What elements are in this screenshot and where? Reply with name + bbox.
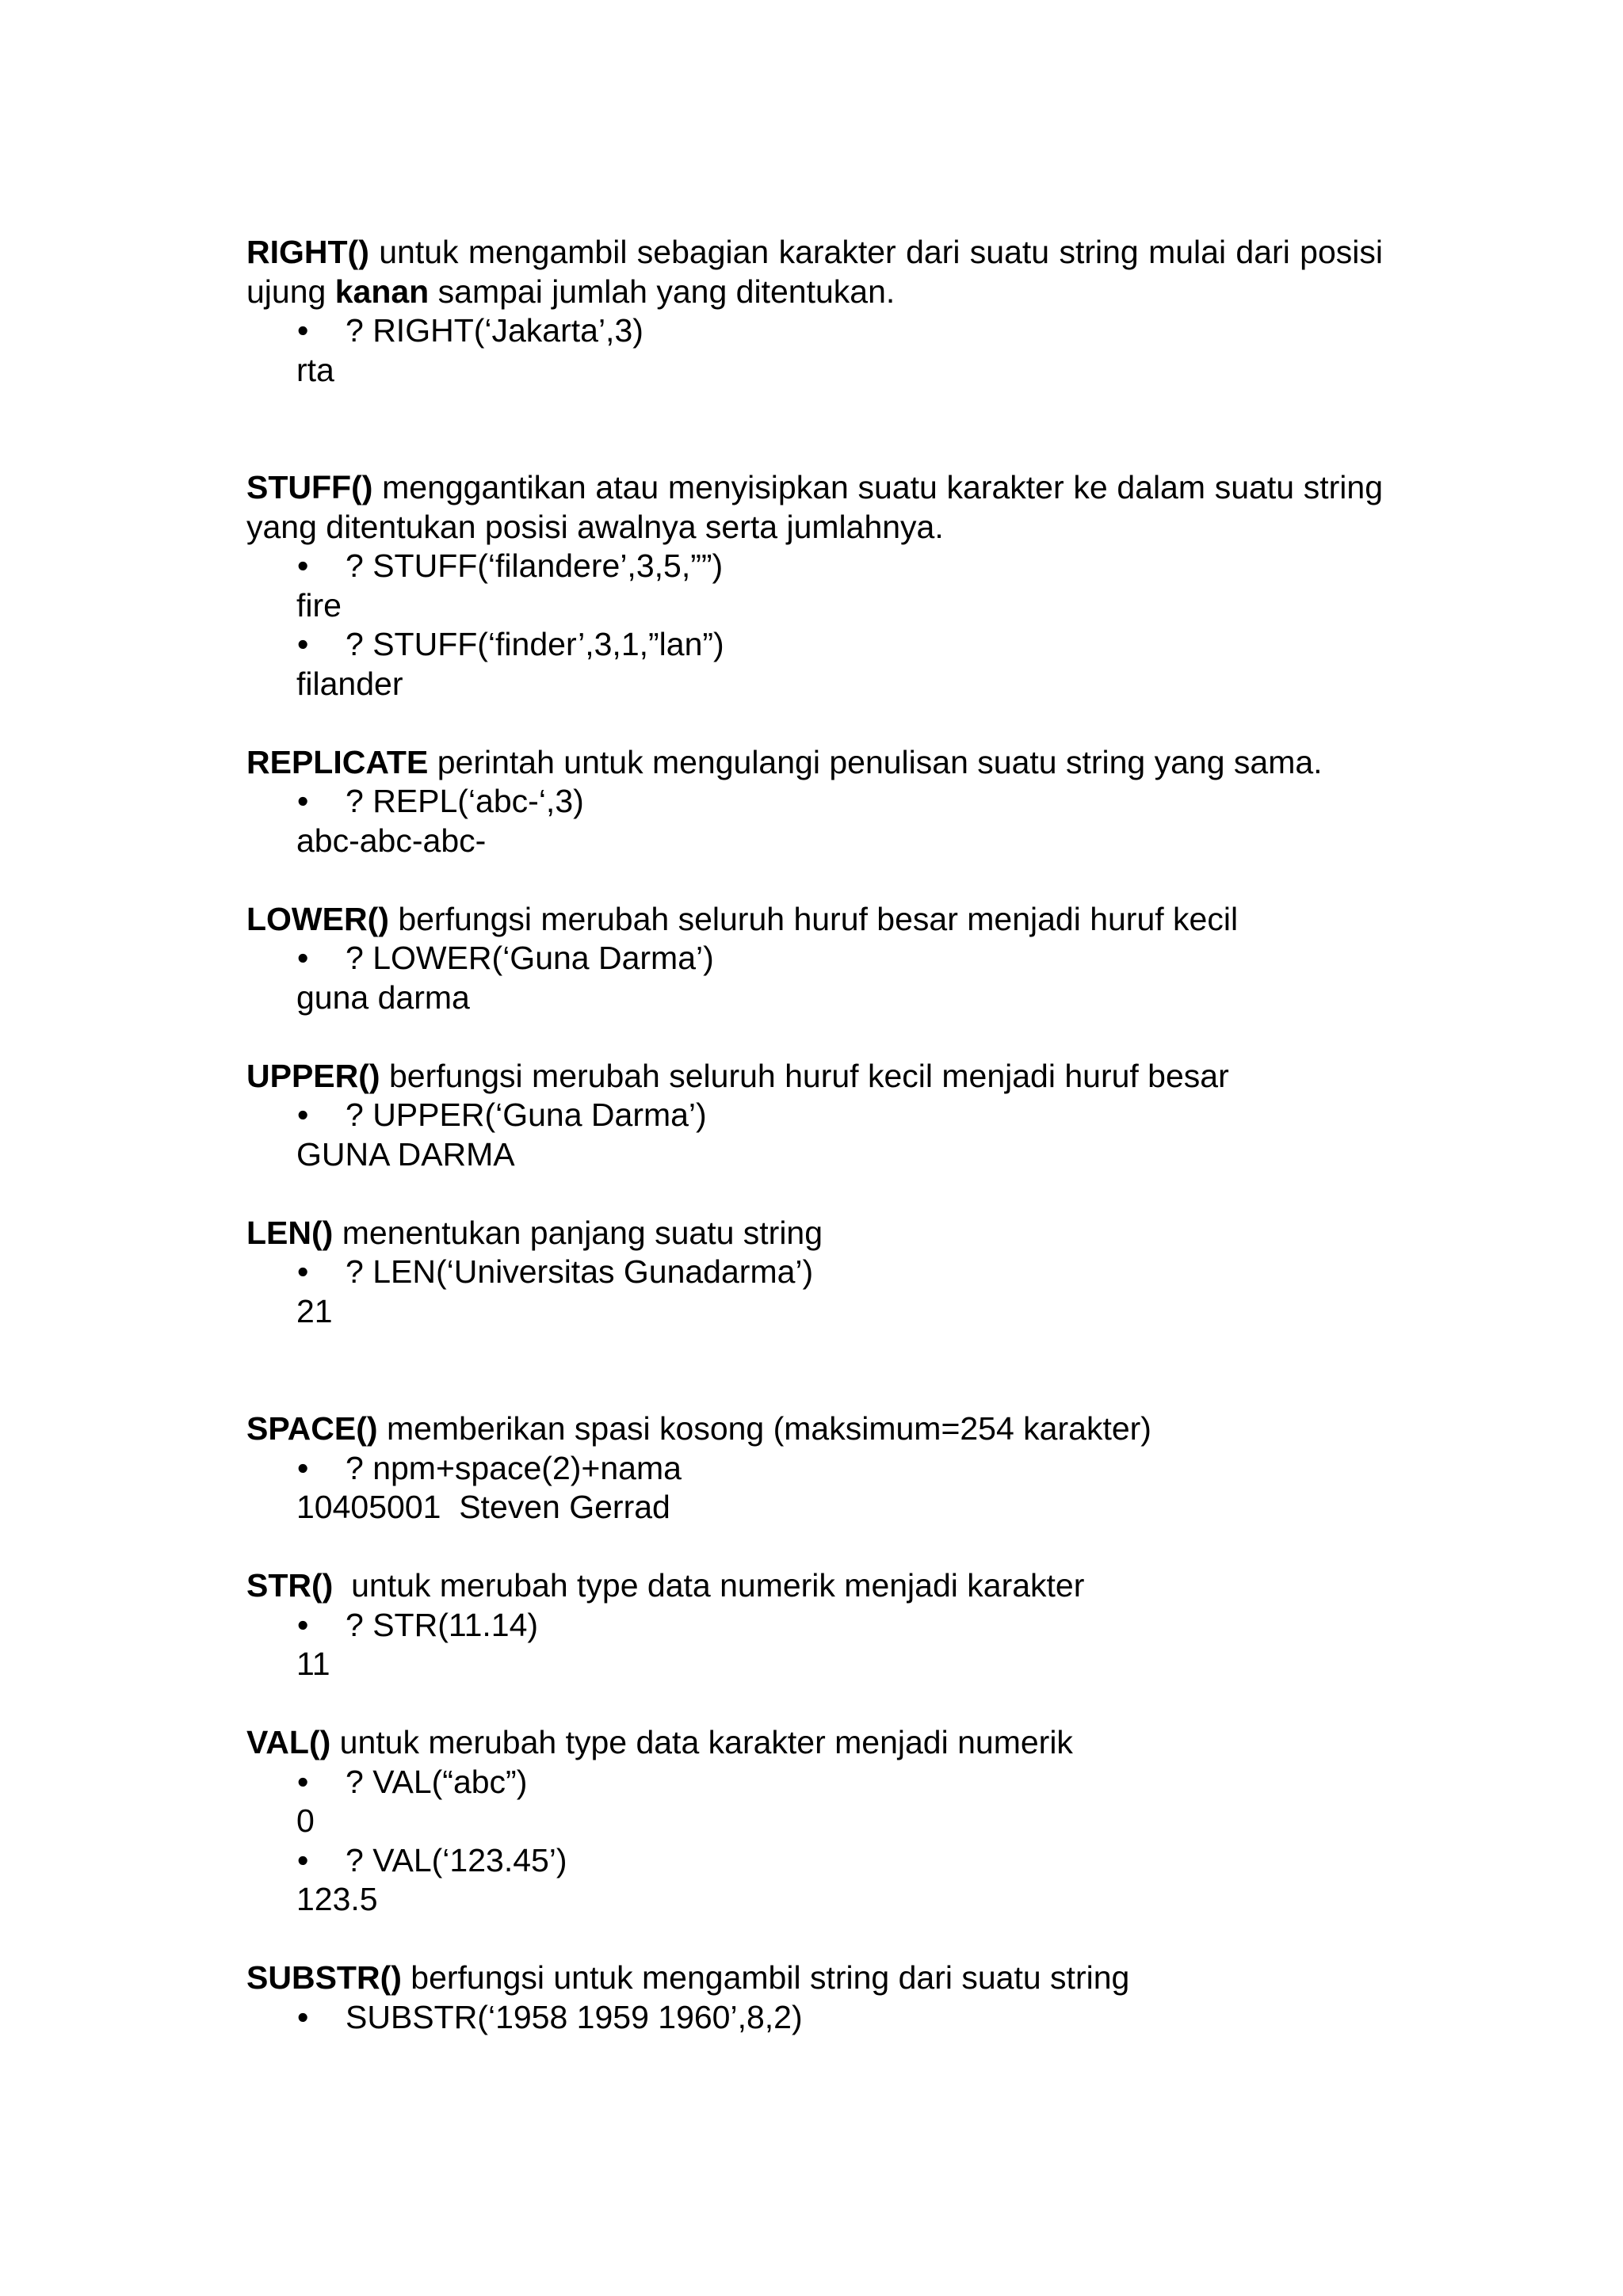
function-term: STUFF() [246,469,373,505]
example-item [246,1449,1383,1489]
section-val [246,1723,1383,1920]
example-item [246,1606,1383,1646]
section-description [246,1214,1383,1253]
section-description [246,743,1383,783]
section-upper [246,1057,1383,1175]
example-item [246,625,1383,665]
section-description [246,1566,1383,1606]
function-term: SPACE() [246,1410,378,1447]
example-result: 21 [296,1292,333,1329]
example-code: ? VAL(“abc”) [346,1763,528,1800]
description-text: menentukan panjang suatu string [342,1214,823,1251]
example-result: 0 [296,1802,315,1839]
spacer [246,1527,1383,1567]
section-stuff [246,468,1383,704]
section-description [246,1057,1383,1097]
section-str [246,1566,1383,1684]
example-code: ? npm+space(2)+nama [346,1449,682,1486]
example-item [246,547,1383,586]
spacer [246,1684,1383,1724]
example-code: ? LOWER(‘Guna Darma’) [346,940,714,976]
description-text: sampai jumlah yang ditentukan. [437,273,896,310]
example-code: ? RIGHT(‘Jakarta’,3) [346,312,643,349]
example-item [246,1841,1383,1881]
spacer [246,1920,1383,1959]
function-term: VAL() [246,1724,331,1760]
function-term: RIGHT() [246,234,369,270]
spacer [246,704,1383,743]
spacer [246,1017,1383,1057]
spacer [246,860,1383,900]
example-code: SUBSTR(‘1958 1959 1960’,8,2) [346,1998,803,2035]
spacer [246,390,1383,468]
function-term: LEN() [246,1214,334,1251]
example-result: abc-abc-abc- [296,822,487,859]
function-term: LOWER() [246,900,389,937]
description-text: berfungsi merubah seluruh huruf kecil menjadi huruf besar [388,1057,1229,1094]
section-description [246,1958,1383,1998]
example-item [246,1253,1383,1292]
section-substr [246,1958,1383,2037]
example-item [246,1763,1383,1802]
section-description [246,1723,1383,1763]
description-text: menggantikan atau menyisipkan suatu karakter ke dalam suatu string yang ditentukan posisi awalnya serta jumlahnya. [246,469,1383,545]
example-result: 123.5 [296,1881,378,1917]
description-text: perintah untuk mengulangi penulisan suatu string yang sama. [437,743,1323,780]
spacer [246,1331,1383,1409]
example-code: ? STUFF(‘finder’,3,1,”lan”) [346,626,724,662]
function-term: REPLICATE [246,743,429,780]
description-text: berfungsi merubah seluruh huruf besar menjadi huruf kecil [398,900,1239,937]
function-term: STR() [246,1567,334,1604]
description-text: berfungsi untuk mengambil string dari suatu string [411,1959,1130,1996]
example-code: ? VAL(‘123.45’) [346,1841,567,1878]
section-space [246,1409,1383,1527]
section-description [246,1409,1383,1449]
example-result: rta [296,351,334,388]
function-term: SUBSTR() [246,1959,402,1996]
function-term: UPPER() [246,1057,380,1094]
example-result: fire [296,586,342,624]
example-result: 11 [296,1646,330,1682]
section-lower [246,900,1383,1018]
description-text: memberikan spasi kosong (maksimum=254 karakter) [386,1410,1151,1447]
spacer [246,1174,1383,1214]
section-description [246,468,1383,547]
example-result: 10405001 Steven Gerrad [296,1489,670,1525]
section-replicate [246,743,1383,861]
example-code: ? LEN(‘Universitas Gunadarma’) [346,1253,814,1290]
example-code: ? STUFF(‘filandere’,3,5,””) [346,547,724,584]
description-text: untuk mengambil sebagian karakter dari suatu string mulai dari posisi ujung [246,234,1383,310]
section-description [246,233,1383,311]
description-text: untuk merubah type data numerik menjadi karakter [342,1567,1085,1604]
section-description [246,900,1383,940]
example-item [246,311,1383,351]
example-code: ? STR(11.14) [346,1606,539,1643]
emphasis-text: kanan [334,273,430,310]
example-item [246,1998,1383,2038]
example-code: ? UPPER(‘Guna Darma’) [346,1097,707,1133]
example-item [246,782,1383,822]
example-result: GUNA DARMA [296,1135,515,1173]
description-text: untuk merubah type data karakter menjadi numerik [339,1724,1073,1760]
document-content [246,233,1383,2037]
example-code: ? REPL(‘abc-‘,3) [346,783,584,819]
example-item [246,1096,1383,1135]
section-len [246,1214,1383,1332]
example-item [246,939,1383,978]
example-result: guna darma [296,978,470,1016]
example-result: filander [296,665,403,702]
section-right [246,233,1383,390]
